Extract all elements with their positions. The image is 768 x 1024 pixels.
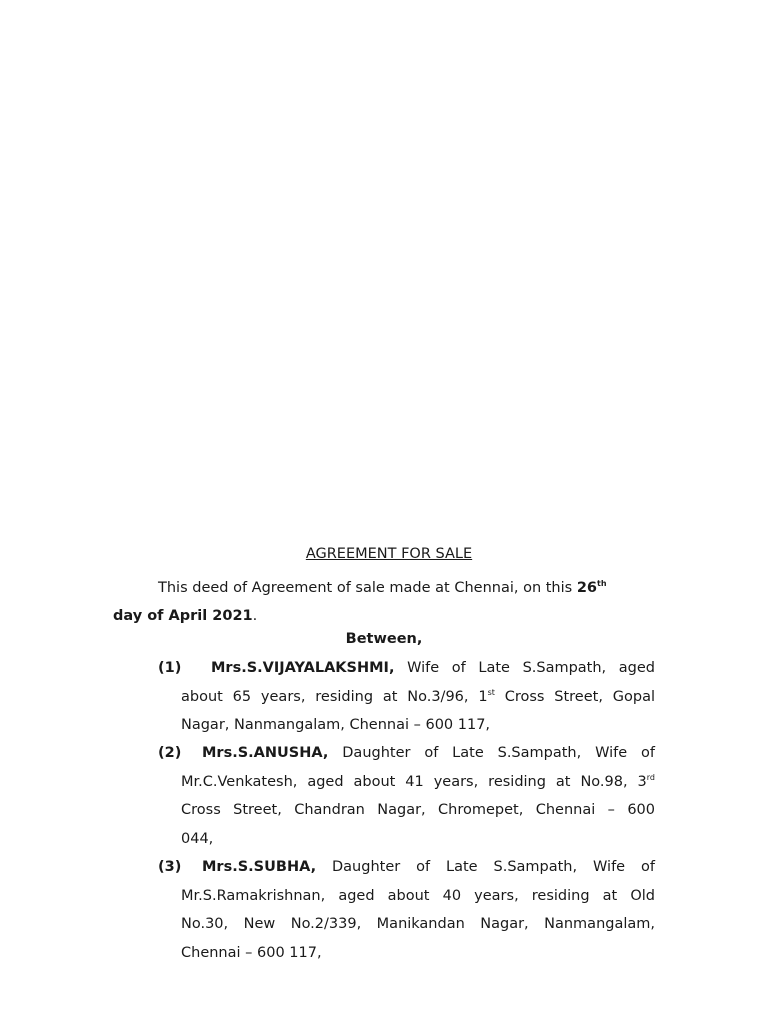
party-3-number: (3) [158, 859, 182, 875]
intro-date: day of April 2021 [113, 608, 253, 624]
party-1-line-3: Nagar, Nanmangalam, Chennai – 600 117, [181, 717, 491, 733]
intro-line-1 [113, 574, 673, 602]
party-3-line-4: Chennai – 600 117, [181, 944, 322, 961]
intro-line-2: day of April 2021. [113, 608, 258, 624]
party-3-line-3: No.30, New No.2/339, Manikandan Nagar, Nanmangalam, [181, 916, 655, 932]
document-title: AGREEMENT FOR SALE [305, 546, 473, 562]
party-1-name: Mrs.S.VIJAYALAKSHMI, [211, 660, 395, 676]
party-2-line-4: 044, [181, 830, 214, 847]
party-2-line-3: Cross Street, Chandran Nagar, Chromepet, Chennai – 600 [181, 802, 655, 818]
party-2-line-2: Mr.C.Venkatesh, aged about 41 years, residing at No.98, 3rd [181, 772, 655, 790]
party-3 [158, 853, 655, 967]
party-2-number: (2) [158, 745, 182, 761]
party-3-line-2: Mr.S.Ramakrishnan, aged about 40 years, residing at Old [181, 887, 655, 904]
intro-day-number: 26 [576, 580, 598, 596]
intro-text: This deed of Agreement of sale made at Chennai, on this [158, 580, 577, 596]
party-3-line-1: (3) Mrs.S.SUBHA, Daughter of Late S.Sampath, Wife of [158, 853, 655, 882]
party-2-line-1: (2) Mrs.S.ANUSHA, Daughter of Late S.Sampath, Wife of [158, 739, 655, 768]
intro-day-suffix: th [597, 579, 607, 589]
party-3-name: Mrs.S.SUBHA, [202, 859, 317, 875]
party-1-number: (1) [158, 660, 182, 676]
intro-paragraph [113, 574, 673, 630]
party-1 [158, 654, 655, 740]
between-heading: Between, [345, 631, 423, 647]
party-1-line-1: (1) Mrs.S.VIJAYALAKSHMI, Wife of Late S.Sampath, aged [158, 654, 655, 683]
party-2-name: Mrs.S.ANUSHA, [202, 745, 329, 761]
party-2 [158, 739, 655, 853]
party-1-line-2: about 65 years, residing at No.3/96, 1st Cross Street, Gopal [181, 687, 655, 705]
